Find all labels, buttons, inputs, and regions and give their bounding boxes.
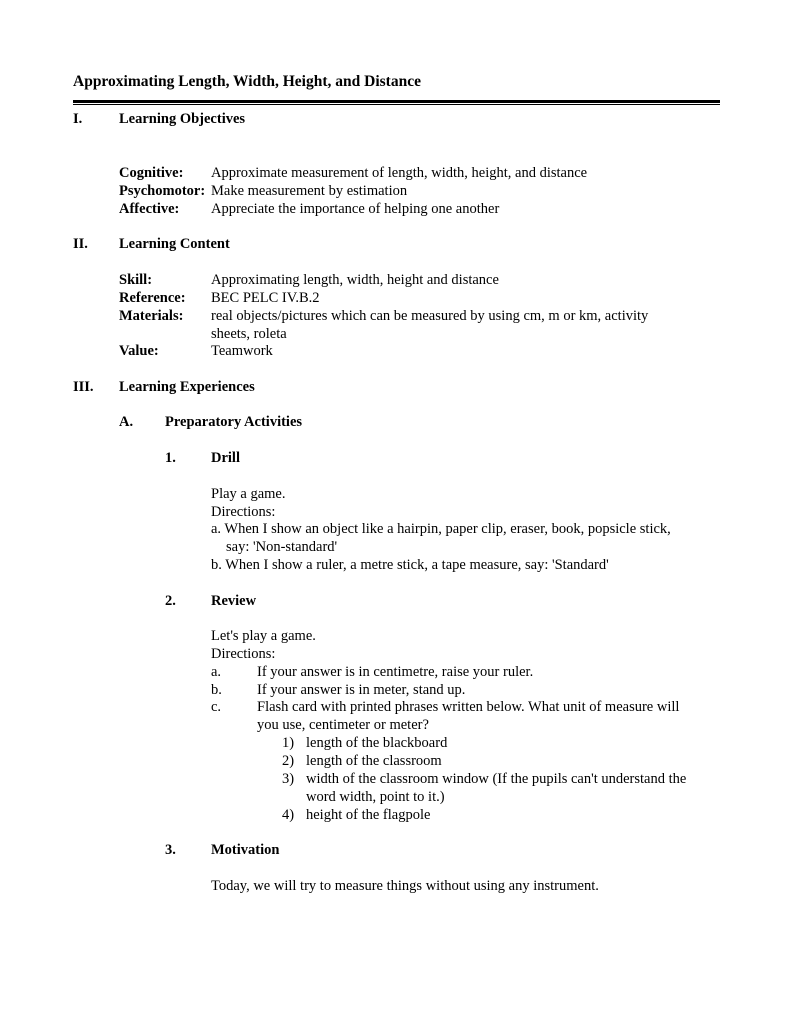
list-item: If your answer is in meter, stand up. <box>257 682 466 698</box>
content-value: BEC PELC IV.B.2 <box>211 290 320 306</box>
list-item: b. When I show a ruler, a metre stick, a tape measure, say: 'Standard' <box>211 557 609 573</box>
content-label: Materials: <box>119 308 184 324</box>
activity-heading: Drill <box>211 450 240 466</box>
content-value-continued: sheets, roleta <box>211 326 287 342</box>
activity-number: 2. <box>165 593 176 609</box>
activity-number: 1. <box>165 450 176 466</box>
content-label: Reference: <box>119 290 186 306</box>
document-title: Approximating Length, Width, Height, and Distance <box>73 73 421 90</box>
sublist-number: 4) <box>282 807 295 823</box>
sublist-item: height of the flagpole <box>306 807 431 823</box>
list-item: Flash card with printed phrases written below. What unit of measure will <box>257 699 680 715</box>
paragraph: Today, we will try to measure things without using any instrument. <box>211 878 599 894</box>
paragraph: Directions: <box>211 504 276 520</box>
section-heading: Learning Objectives <box>119 111 246 127</box>
list-item: If your answer is in centimetre, raise your ruler. <box>257 664 534 680</box>
objective-value: Approximate measurement of length, width, height, and distance <box>211 165 588 181</box>
sublist-number: 2) <box>282 753 295 769</box>
activity-heading: Review <box>211 593 257 609</box>
activity-number: 3. <box>165 842 176 858</box>
objective-label: Psychomotor: <box>119 183 206 199</box>
objective-label: Affective: <box>119 201 180 217</box>
content-value: Teamwork <box>211 343 273 359</box>
title-rule-thin <box>73 104 720 105</box>
subsection-heading: Preparatory Activities <box>165 414 303 430</box>
sublist-item-continued: word width, point to it.) <box>306 789 445 805</box>
paragraph: Directions: <box>211 646 276 662</box>
sublist-number: 3) <box>282 771 295 787</box>
list-item: a. When I show an object like a hairpin, paper clip, eraser, book, popsicle stick, <box>211 521 671 537</box>
content-value: Approximating length, width, height and distance <box>211 272 499 288</box>
objective-label: Cognitive: <box>119 165 184 181</box>
paragraph: Play a game. <box>211 486 286 502</box>
list-item-continued: you use, centimeter or meter? <box>257 717 429 733</box>
section-heading: Learning Content <box>119 236 230 252</box>
section-number: III. <box>73 379 94 395</box>
content-value: real objects/pictures which can be measured by using cm, m or km, activity <box>211 308 649 324</box>
section-heading: Learning Experiences <box>119 379 255 395</box>
sublist-number: 1) <box>282 735 295 751</box>
objective-value: Appreciate the importance of helping one another <box>211 201 500 217</box>
section-number: I. <box>73 111 83 127</box>
list-item-continued: say: 'Non-standard' <box>226 539 338 555</box>
sublist-item: length of the classroom <box>306 753 442 769</box>
sublist-item: length of the blackboard <box>306 735 448 751</box>
subsection-letter: A. <box>119 414 134 430</box>
paragraph: Let's play a game. <box>211 628 316 644</box>
list-letter: a. <box>211 664 222 680</box>
list-letter: c. <box>211 699 222 715</box>
content-label: Skill: <box>119 272 153 288</box>
sublist-item: width of the classroom window (If the pupils can't understand the <box>306 771 687 787</box>
list-letter: b. <box>211 682 222 698</box>
activity-heading: Motivation <box>211 842 280 858</box>
content-label: Value: <box>119 343 159 359</box>
section-number: II. <box>73 236 88 252</box>
objective-value: Make measurement by estimation <box>211 183 408 199</box>
